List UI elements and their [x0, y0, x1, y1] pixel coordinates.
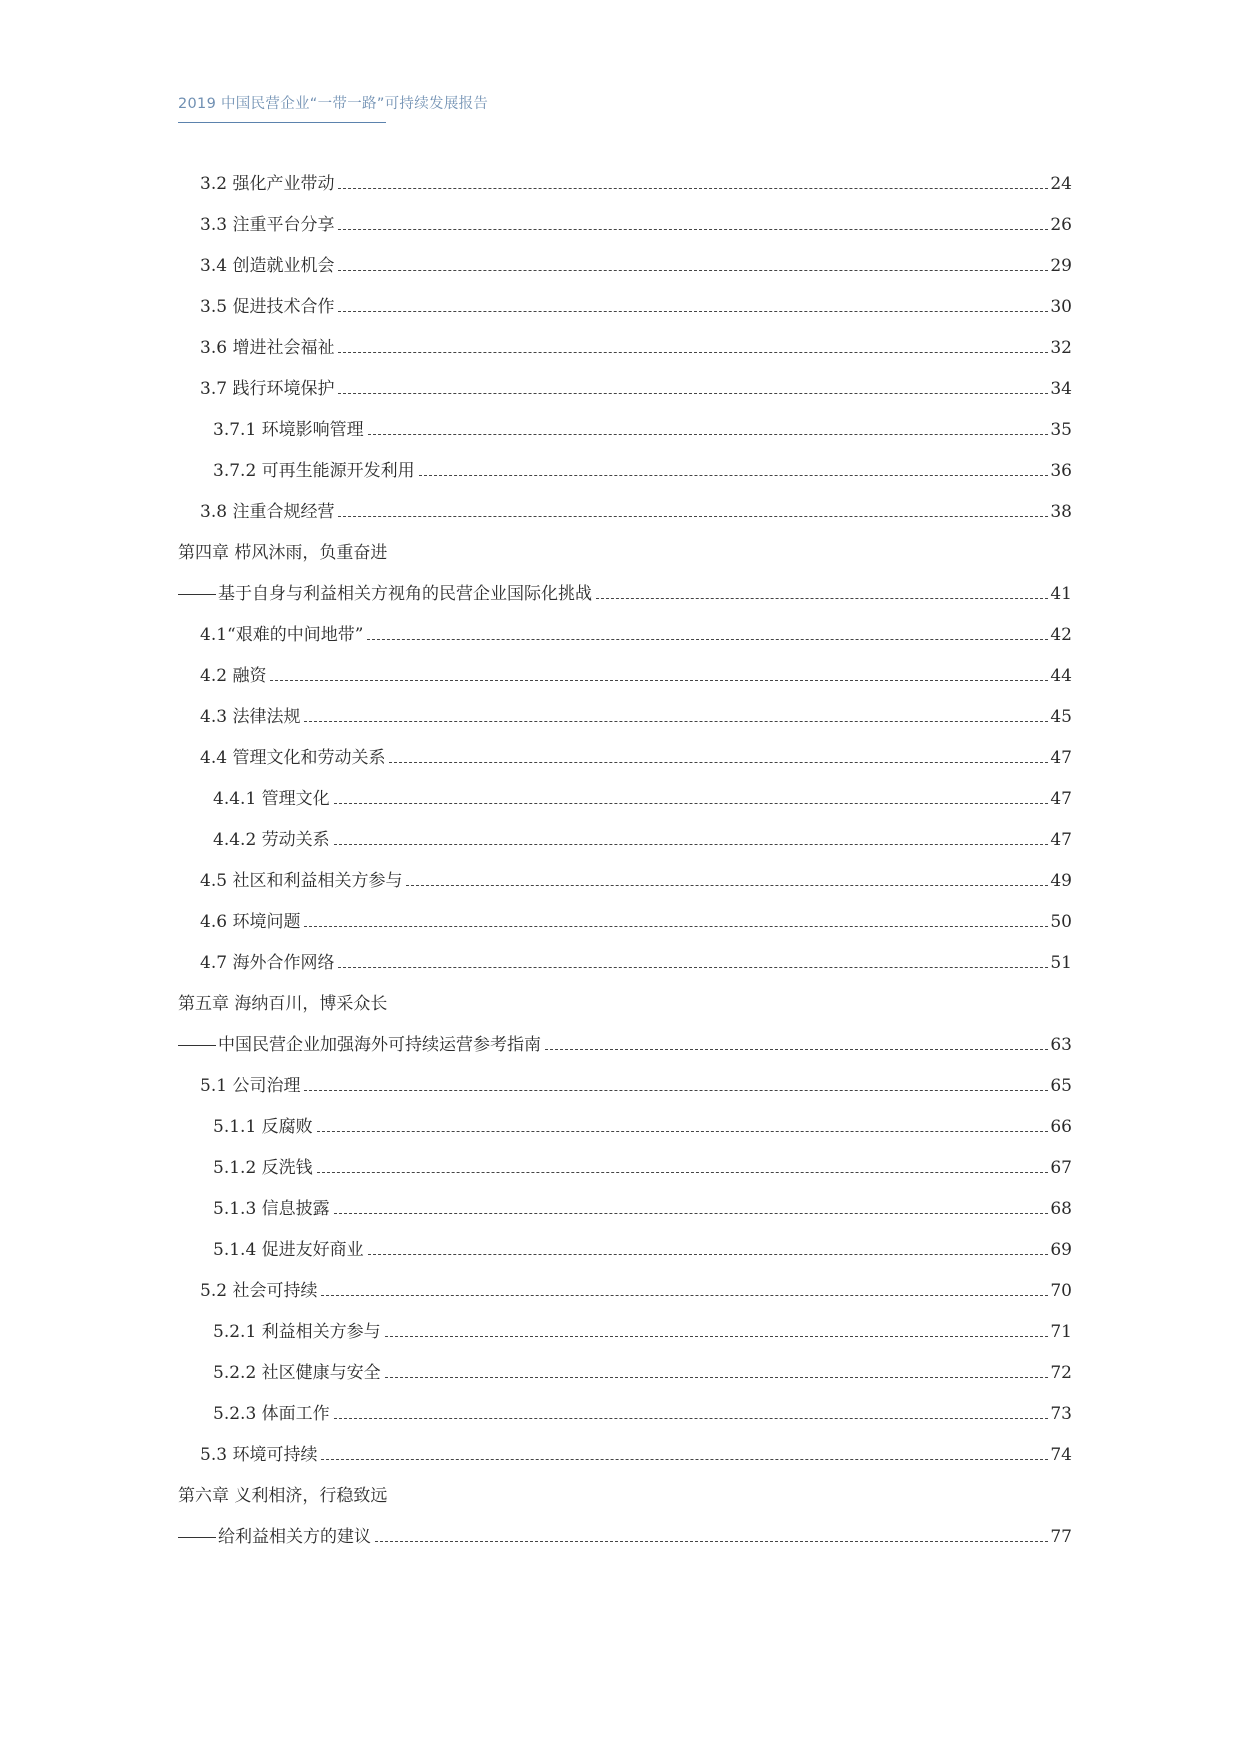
dot-leader — [338, 270, 1048, 271]
toc-entry-label: 4.4 管理文化和劳动关系 — [200, 748, 386, 768]
toc-entry-label: 5.1.3 信息披露 — [213, 1199, 330, 1219]
toc-entry[interactable] — [200, 1067, 1072, 1097]
toc-entry-label: 5.1 公司治理 — [200, 1076, 301, 1096]
toc-entry-label: 3.7.2 可再生能源开发利用 — [213, 461, 415, 481]
toc-entry-page: 70 — [1050, 1281, 1072, 1301]
toc-entry-page: 68 — [1050, 1199, 1072, 1219]
toc-entry-page: 47 — [1050, 830, 1072, 850]
toc-entry[interactable] — [213, 780, 1072, 810]
toc-entry-page: 44 — [1050, 666, 1072, 686]
toc-entry-label: 3.7 践行环境保护 — [200, 379, 335, 399]
toc-entry-page: 65 — [1050, 1076, 1072, 1096]
toc-entry[interactable] — [200, 1272, 1072, 1302]
toc-entry-page: 35 — [1050, 420, 1072, 440]
dot-leader — [385, 1336, 1049, 1337]
toc-entry-page: 45 — [1050, 707, 1072, 727]
toc-entry-label: 4.2 融资 — [200, 666, 267, 686]
toc-entry[interactable] — [213, 411, 1072, 441]
toc-entry[interactable] — [213, 1313, 1072, 1343]
toc-chapter-label: 第四章 栉风沐雨，负重奋进 — [178, 543, 388, 563]
toc-entry-page: 51 — [1050, 953, 1072, 973]
toc-entry-page: 74 — [1050, 1445, 1072, 1465]
toc-entry-label: 3.2 强化产业带动 — [200, 174, 335, 194]
toc-entry[interactable] — [200, 616, 1072, 646]
toc-entry-label: 3.3 注重平台分享 — [200, 215, 335, 235]
toc-entry-page: 42 — [1050, 625, 1072, 645]
dot-leader — [338, 188, 1048, 189]
dot-leader — [321, 1459, 1048, 1460]
toc-entry-page: 47 — [1050, 789, 1072, 809]
dot-leader — [304, 1090, 1048, 1091]
toc-entry[interactable] — [200, 739, 1072, 769]
toc-entry-label: 3.8 注重合规经营 — [200, 502, 335, 522]
toc-entry-label: 4.1“艰难的中间地带” — [200, 625, 364, 645]
toc-entry-page: 69 — [1050, 1240, 1072, 1260]
dot-leader — [419, 475, 1049, 476]
toc-entry-label: 给利益相关方的建议 — [178, 1526, 375, 1548]
toc-entry[interactable] — [200, 329, 1072, 359]
toc-entry-label: 5.2.1 利益相关方参与 — [213, 1322, 381, 1342]
toc-entry[interactable] — [200, 247, 1072, 277]
toc-entry-label: 5.2 社会可持续 — [200, 1281, 318, 1301]
toc-entry-label: 3.4 创造就业机会 — [200, 256, 335, 276]
dot-leader — [368, 1254, 1049, 1255]
toc-entry-page: 34 — [1050, 379, 1072, 399]
toc-entry-page: 26 — [1050, 215, 1072, 235]
toc-entry-label: 5.1.1 反腐败 — [213, 1117, 313, 1137]
dot-leader — [338, 967, 1048, 968]
dot-leader — [367, 639, 1048, 640]
toc-entry-page: 36 — [1050, 461, 1072, 481]
toc-entry-label: 5.2.3 体面工作 — [213, 1404, 330, 1424]
toc-entry-label: 3.6 增进社会福祉 — [200, 338, 335, 358]
dot-leader — [385, 1377, 1049, 1378]
toc-entry-label: 4.6 环境问题 — [200, 912, 301, 932]
toc-entry-label: 4.7 海外合作网络 — [200, 953, 335, 973]
toc-entry-page: 49 — [1050, 871, 1072, 891]
toc-entry-label: 5.3 环境可持续 — [200, 1445, 318, 1465]
toc-entry-page: 30 — [1050, 297, 1072, 317]
toc-entry-page: 73 — [1050, 1404, 1072, 1424]
toc-entry[interactable] — [178, 1518, 1072, 1548]
toc-entry-page: 67 — [1050, 1158, 1072, 1178]
toc-entry-page: 63 — [1050, 1035, 1072, 1055]
dot-leader — [406, 885, 1048, 886]
toc-entry[interactable] — [200, 165, 1072, 195]
dot-leader — [317, 1131, 1049, 1132]
toc-entry-label: 3.7.1 环境影响管理 — [213, 420, 364, 440]
toc-entry-label: 中国民营企业加强海外可持续运营参考指南 — [178, 1034, 545, 1056]
toc-entry-page: 32 — [1050, 338, 1072, 358]
dot-leader — [545, 1049, 1048, 1050]
dot-leader — [334, 1418, 1049, 1419]
dot-leader — [334, 844, 1049, 845]
dot-leader — [317, 1172, 1049, 1173]
toc-chapter-label: 第五章 海纳百川，博采众长 — [178, 994, 388, 1014]
dot-leader — [338, 393, 1048, 394]
dot-leader — [596, 598, 1048, 599]
toc-entry[interactable] — [200, 944, 1072, 974]
toc-entry-page: 71 — [1050, 1322, 1072, 1342]
header-rule — [178, 122, 386, 123]
toc-entry-page: 38 — [1050, 502, 1072, 522]
toc-entry-label: 4.4.1 管理文化 — [213, 789, 330, 809]
toc-chapter-heading[interactable] — [178, 534, 1072, 564]
toc-entry[interactable] — [213, 1149, 1072, 1179]
toc-entry[interactable] — [213, 1395, 1072, 1425]
toc-entry[interactable] — [178, 1026, 1072, 1056]
dot-leader — [338, 516, 1048, 517]
toc-entry[interactable] — [200, 1436, 1072, 1466]
toc-entry[interactable] — [213, 1231, 1072, 1261]
toc-entry-page: 72 — [1050, 1363, 1072, 1383]
dot-leader — [334, 803, 1049, 804]
toc-entry-page: 66 — [1050, 1117, 1072, 1137]
dot-leader — [338, 311, 1048, 312]
dot-leader — [321, 1295, 1048, 1296]
toc-entry-label: 4.4.2 劳动关系 — [213, 830, 330, 850]
toc-entry-page: 47 — [1050, 748, 1072, 768]
dot-leader — [338, 229, 1048, 230]
toc-entry-page: 29 — [1050, 256, 1072, 276]
dot-leader — [304, 721, 1048, 722]
toc-entry[interactable] — [213, 452, 1072, 482]
toc-entry[interactable] — [200, 657, 1072, 687]
dot-leader — [368, 434, 1049, 435]
toc-entry[interactable] — [213, 1354, 1072, 1384]
dot-leader — [334, 1213, 1049, 1214]
toc-entry[interactable] — [200, 698, 1072, 728]
toc-entry-page: 77 — [1050, 1527, 1072, 1547]
toc-entry[interactable] — [200, 493, 1072, 523]
dot-leader — [338, 352, 1048, 353]
dot-leader — [375, 1541, 1048, 1542]
toc-entry[interactable] — [213, 821, 1072, 851]
dot-leader — [304, 926, 1048, 927]
toc-entry-label: 4.3 法律法规 — [200, 707, 301, 727]
toc-chapter-label: 第六章 义利相济，行稳致远 — [178, 1486, 388, 1506]
toc-entry-label: 5.2.2 社区健康与安全 — [213, 1363, 381, 1383]
toc-entry-page: 41 — [1050, 584, 1072, 604]
toc-entry-label: 4.5 社区和利益相关方参与 — [200, 871, 403, 891]
toc-entry[interactable] — [200, 862, 1072, 892]
running-header: 2019 中国民营企业“一带一路”可持续发展报告 — [178, 96, 489, 112]
toc-entry[interactable] — [200, 206, 1072, 236]
toc-entry[interactable] — [200, 903, 1072, 933]
toc-entry[interactable] — [213, 1190, 1072, 1220]
toc-chapter-heading[interactable] — [178, 985, 1072, 1015]
toc-entry-page: 50 — [1050, 912, 1072, 932]
dot-leader — [270, 680, 1048, 681]
toc-entry-label: 5.1.2 反洗钱 — [213, 1158, 313, 1178]
toc-entry[interactable] — [200, 370, 1072, 400]
toc-entry-label: 3.5 促进技术合作 — [200, 297, 335, 317]
toc-entry[interactable] — [200, 288, 1072, 318]
dot-leader — [389, 762, 1048, 763]
toc-entry-page: 24 — [1050, 174, 1072, 194]
toc-chapter-heading[interactable] — [178, 1477, 1072, 1507]
toc-entry[interactable] — [213, 1108, 1072, 1138]
toc-entry-label: 基于自身与利益相关方视角的民营企业国际化挑战 — [178, 583, 596, 605]
toc-entry[interactable] — [178, 575, 1072, 605]
toc-entry-label: 5.1.4 促进友好商业 — [213, 1240, 364, 1260]
